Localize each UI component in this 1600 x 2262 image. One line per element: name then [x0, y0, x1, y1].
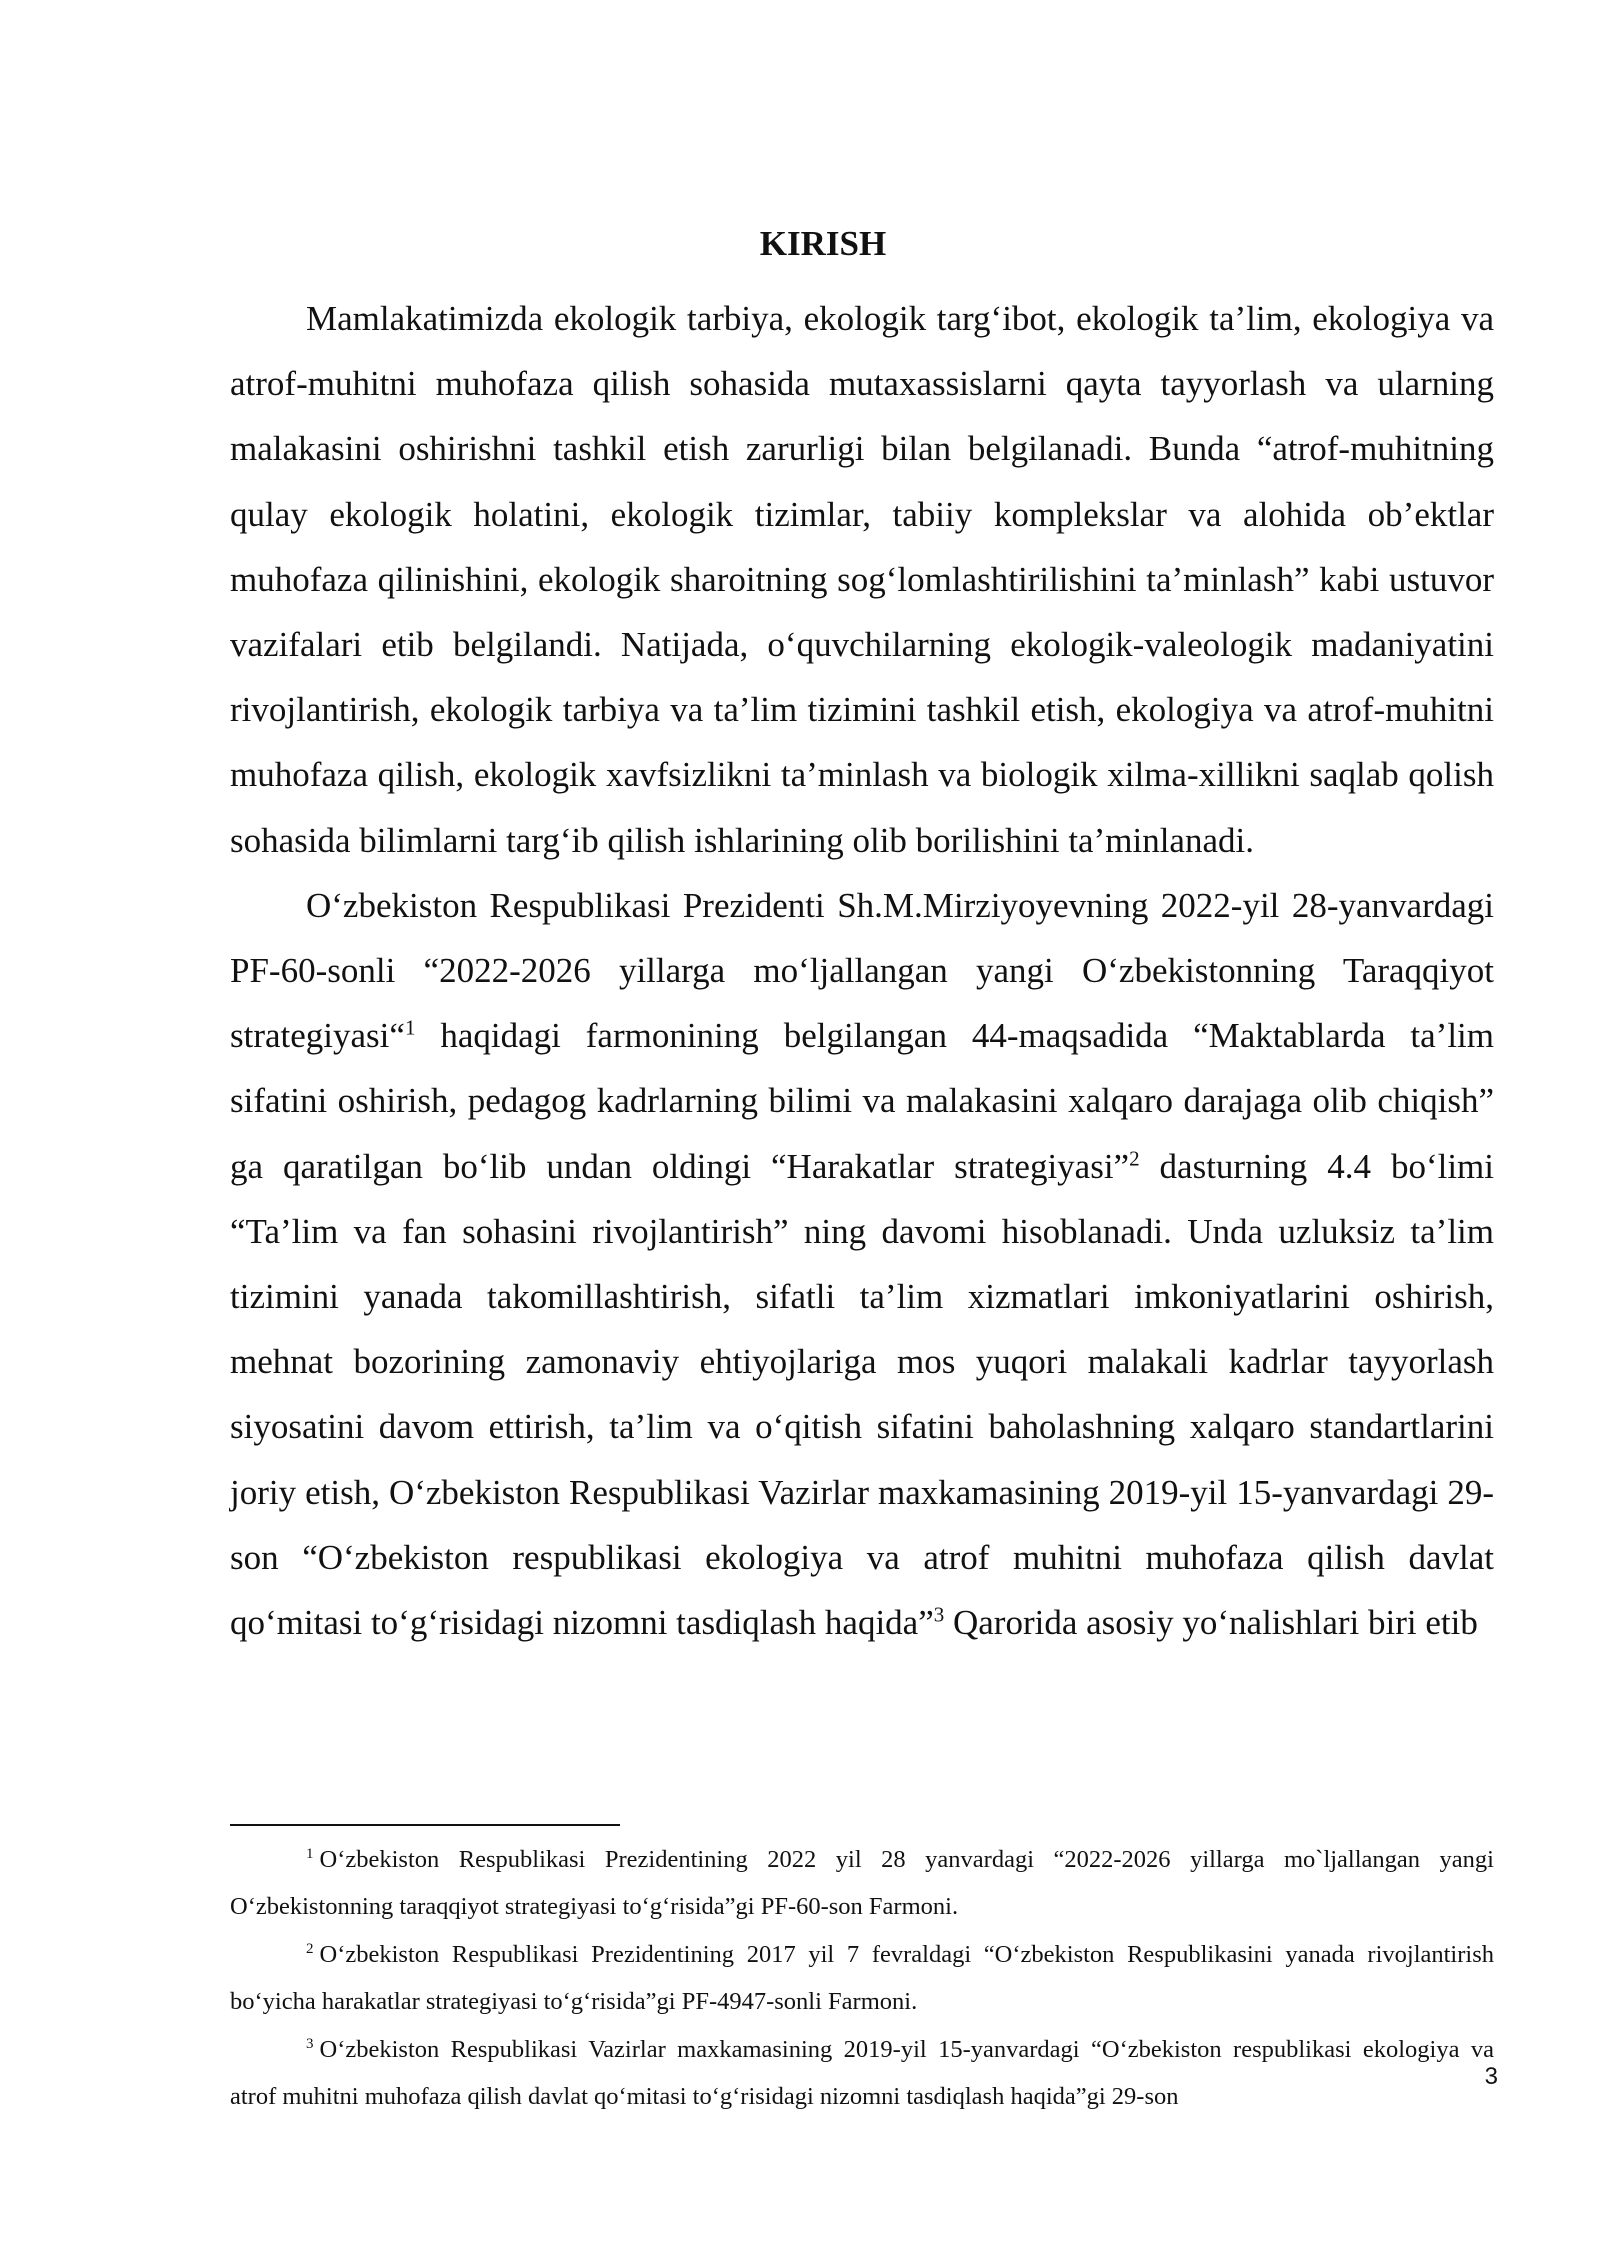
page-title: KIRISH	[759, 224, 887, 263]
paragraph-2-part-4: Qarorida asosiy yo‘nalishlari biri etib	[944, 1603, 1478, 1643]
footnote-number-1: 1	[306, 1845, 314, 1862]
footnote-1	[230, 1836, 1494, 1930]
footnote-ref-2[interactable]: 2	[1129, 1145, 1140, 1170]
footnote-number-3: 3	[306, 2035, 314, 2052]
footnote-text-1: O‘zbekiston Respublikasi Prezidentining 2022 yil 28 yanvardagi “2022-2026 yillarga mo`ljallangan yangi O‘zbekistonning taraqqiyot strategiyasi to‘g‘risida”gi PF-60-son Farmoni.	[230, 1846, 1494, 1920]
footnotes	[230, 1836, 1494, 2120]
footnote-number-2: 2	[306, 1940, 314, 1957]
paragraph-2-part-1: O‘zbekiston Respublikasi Prezidenti Sh.M.Mirziyoyevning 2022-yil 28-yanvardagi PF-60-sonli “2022-2026 yillarga mo‘ljallangan yangi O‘zbekistonning Taraqqiyot strategiyasi“	[230, 885, 1494, 1056]
paragraph-1: Mamlakatimizda ekologik tarbiya, ekologik targ‘ibot, ekologik ta’lim, ekologiya va atrof-muhitni muhofaza qilish sohasida mutaxassislarni qayta tayyorlash va ularning malakasini oshirishni tashkil etish zarurligi bilan belgilanadi. Bunda “atrof-muhitning qulay ekologik holatini, ekologik tizimlar, tabiiy komplekslar va alohida ob’ektlar muhofaza qilinishini, ekologik sharoitning sog‘lomlashtirilishini ta’minlash” kabi ustuvor vazifalari etib belgilandi. Natijada, o‘quvchilarning ekologik-valeologik madaniyatini rivojlantirish, ekologik tarbiya va ta’lim tizimini tashkil etish, ekologiya va atrof-muhitni muhofaza qilish, ekologik xavfsizlikni ta’minlash va biologik xilma-xillikni saqlab qolish sohasida bilimlarni targ‘ib qilish ishlarining olib borilishini ta’minlanadi.	[230, 299, 1494, 860]
footnote-ref-3[interactable]: 3	[933, 1602, 945, 1627]
footnote-separator	[230, 1824, 620, 1826]
footnote-text-2: O‘zbekiston Respublikasi Prezidentining 2017 yil 7 fevraldagi “O‘zbekiston Respublikasini yanada rivojlantirish bo‘yicha harakatlar strategiyasi to‘g‘risida”gi PF-4947-sonli Farmoni.	[230, 1941, 1494, 2015]
footnote-ref-1[interactable]: 1	[404, 1015, 416, 1040]
footnote-text-3: O‘zbekiston Respublikasi Vazirlar maxkamasining 2019-yil 15-yanvardagi “O‘zbekiston respublikasi ekologiya va atrof muhitni muhofaza qilish davlat qo‘mitasi to‘g‘risidagi nizomni tasdiqlash haqida”gi 29-son	[230, 2036, 1494, 2110]
body-text	[230, 286, 1494, 1655]
page-number: 3	[1484, 2063, 1498, 2090]
footnote-2	[230, 1931, 1494, 2025]
paragraph-2-part-3: dasturning 4.4 bo‘limi “Ta’lim va fan sohasini rivojlantirish” ning davomi hisoblanadi. Unda uzluksiz ta’lim tizimini yanada takomillashtirish, sifatli ta’lim xizmatlari imkoniyatlarini oshirish, mehnat bozorining zamonaviy ehtiyojlariga mos yuqori malakali kadrlar tayyorlash siyosatini davom ettirish, ta’lim va o‘qitish sifatini baholashning xalqaro standartlarini joriy etish, O‘zbekiston Respublikasi Vazirlar maxkamasining 2019-yil 15-yanvardagi 29-son “O‘zbekiston respublikasi ekologiya va atrof muhitni muhofaza qilish davlat qo‘mitasi to‘g‘risidagi nizomni tasdiqlash haqida”	[230, 1146, 1494, 1643]
paragraph-2	[230, 873, 1494, 1655]
footnote-3	[230, 2026, 1494, 2120]
paragraph-2-part-2: haqidagi farmonining belgilangan 44-maqsadida “Maktablarda ta’lim sifatini oshirish, pedagog kadrlarning bilimi va malakasini xalqaro darajaga olib chiqish” ga qaratilgan bo‘lib undan oldingi “Harakatlar strategiyasi”	[230, 1016, 1494, 1186]
